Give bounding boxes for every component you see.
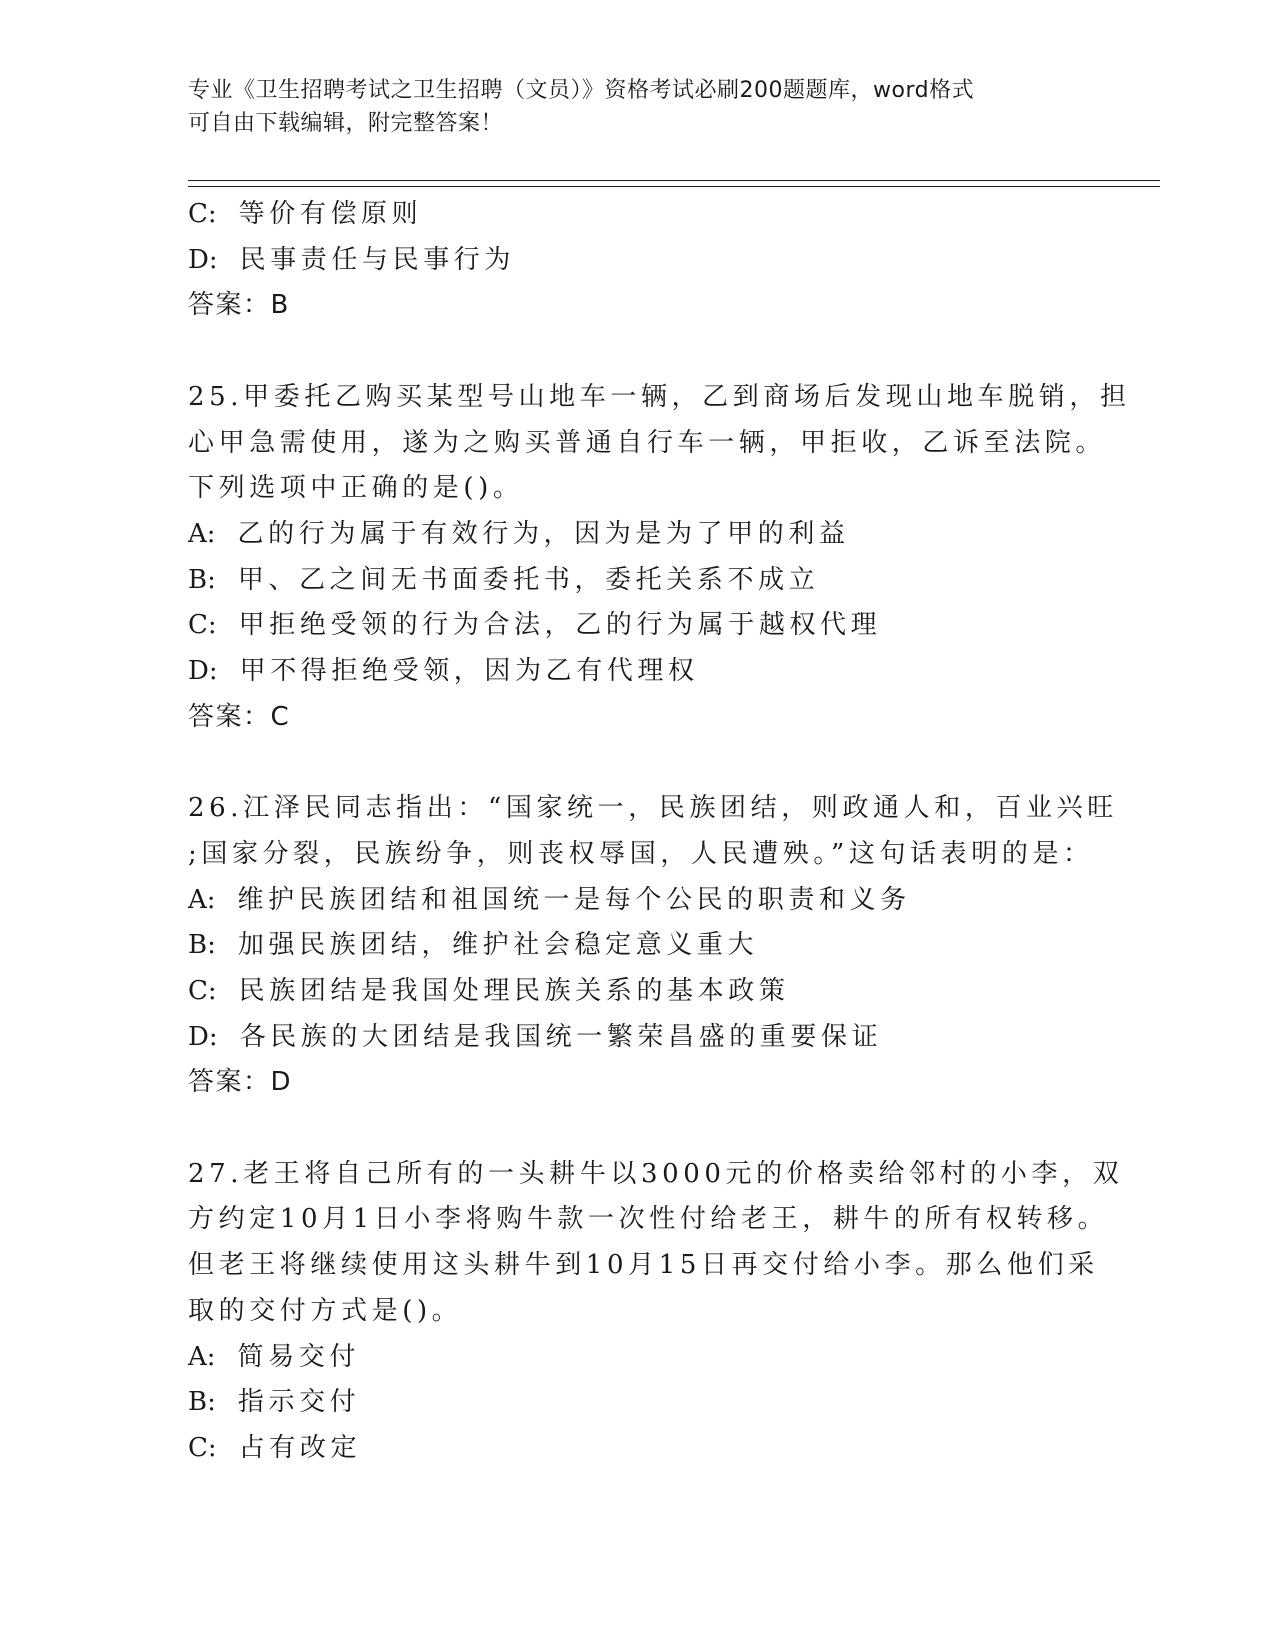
- question-25: [188, 375, 1131, 741]
- answer: 答案：B: [188, 290, 290, 321]
- answer: 答案：C: [188, 701, 291, 732]
- option-c: C: 甲拒绝受领的行为合法，乙的行为属于越权代理: [188, 610, 882, 641]
- question-text: 心甲急需使用，遂为之购买普通自行车一辆，甲拒收，乙诉至法院。: [188, 427, 1107, 458]
- answer: 答案：D: [188, 1067, 293, 1098]
- option-b: B: 指示交付: [188, 1387, 361, 1418]
- question-text: 27.老王将自己所有的一头耕牛以3000元的价格卖给邻村的小李，双: [188, 1158, 1124, 1189]
- option-d: D: 各民族的大团结是我国统一繁荣昌盛的重要保证: [188, 1021, 883, 1052]
- option-c: C: 占有改定: [188, 1432, 362, 1463]
- question-text: 取的交付方式是()。: [188, 1295, 463, 1326]
- question-text: 下列选项中正确的是()。: [188, 473, 524, 504]
- question-text: 26.江泽民同志指出：“国家统一，民族团结，则政通人和，百业兴旺: [188, 793, 1118, 824]
- header-line-1: 专业《卫生招聘考试之卫生招聘（文员）》资格考试必刷200题题库，word格式: [188, 78, 975, 103]
- option-b: B: 加强民族团结，维护社会稳定意义重大: [188, 930, 759, 961]
- header-rule-top: [188, 180, 1160, 181]
- option-c: C: 民族团结是我国处理民族关系的基本政策: [188, 975, 790, 1006]
- option-a: A: 简易交付: [188, 1341, 360, 1372]
- question-text: 25.甲委托乙购买某型号山地车一辆，乙到商场后发现山地车脱销，担: [188, 381, 1131, 412]
- question-text: 方约定10月1日小李将购牛款一次性付给老王，耕牛的所有权转移。: [188, 1204, 1109, 1235]
- question-26: [188, 786, 1118, 1106]
- option-a: A: 乙的行为属于有效行为，因为是为了甲的利益: [188, 518, 850, 549]
- option-d: D: 民事责任与民事行为: [188, 244, 516, 275]
- option-c: C: 等价有偿原则: [188, 199, 423, 229]
- question-27: [188, 1152, 1124, 1472]
- question-list: [188, 192, 1131, 1472]
- document-header: [188, 74, 1088, 140]
- header-rule-bottom: [188, 186, 1160, 187]
- option-d: D: 甲不得拒绝受领，因为乙有代理权: [188, 656, 699, 687]
- header-line-2: 可自由下载编辑，附完整答案！: [188, 111, 504, 136]
- question-text: 但老王将继续使用这头耕牛到10月15日再交付给小李。那么他们采: [188, 1250, 1099, 1281]
- option-b: B: 甲、乙之间无书面委托书，委托关系不成立: [188, 564, 820, 595]
- option-a: A: 维护民族团结和祖国统一是每个公民的职责和义务: [188, 884, 911, 915]
- question-text: ;国家分裂，民族纷争，则丧权辱国，人民遭殃。”这句话表明的是：: [188, 838, 1094, 869]
- question-24-tail: [188, 192, 1088, 329]
